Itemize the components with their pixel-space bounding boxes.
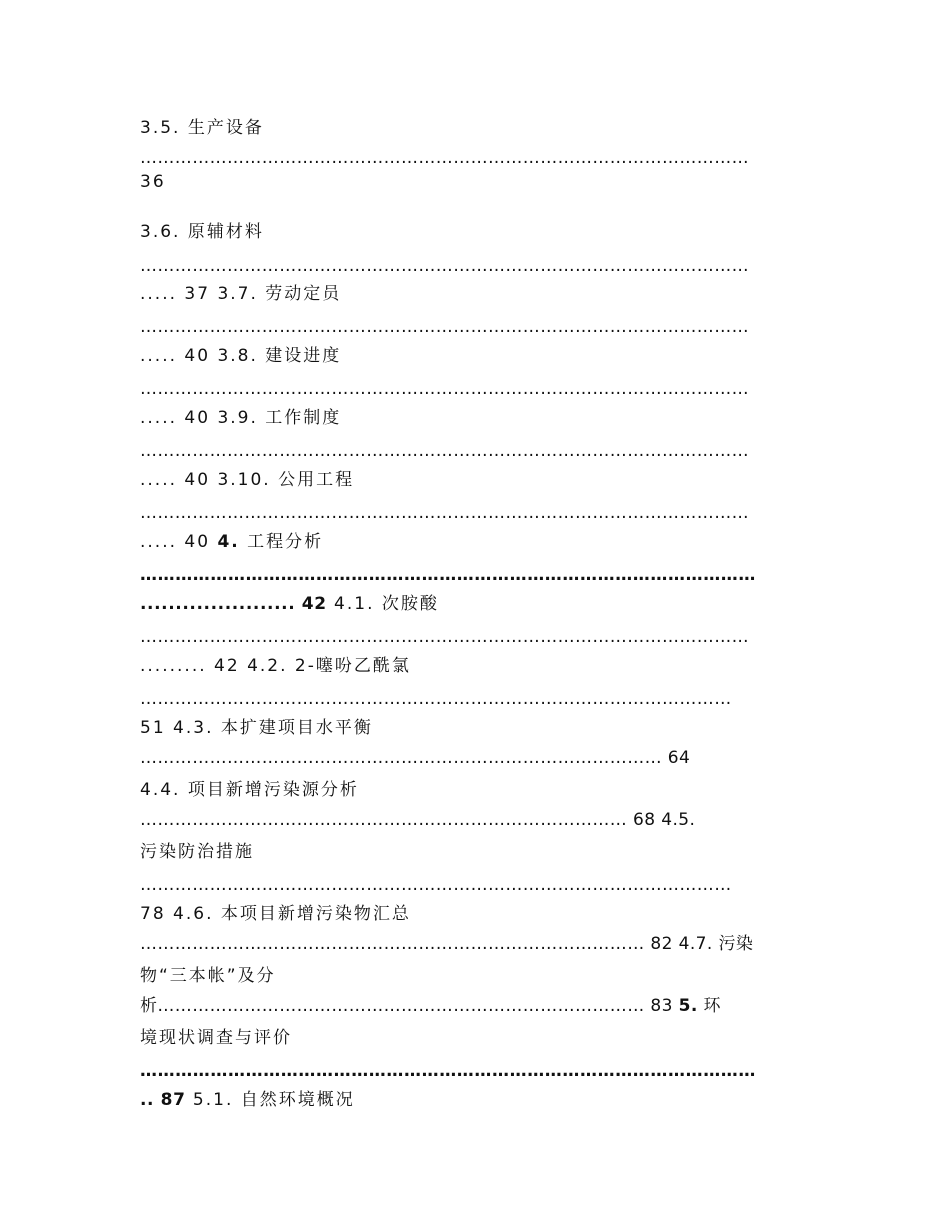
toc-leader: …………………………………………………………………………………………… [140,379,749,399]
toc-line: 境现状调查与评价 [140,1028,292,1048]
toc-line: ..... 40 3.8. 建设进度 [140,346,342,366]
toc-line: ......... 42 4.2. 2-噻吩乙酰氯 [140,656,411,676]
toc-leader: …………………………………………………………………………………………… [140,256,749,276]
toc-line: 51 4.3. 本扩建项目水平衡 [140,718,373,738]
toc-line: ..... 40 3.9. 工作制度 [140,408,342,428]
toc-leader: …………………………………………………………………………………………… [140,503,749,523]
toc-line: ..... 40 4. 工程分析 [140,532,324,552]
toc-line: 78 4.6. 本项目新增污染物汇总 [140,904,411,924]
toc-line: 3.5. 生产设备 [140,118,264,138]
toc-line: 污染防治措施 [140,842,254,862]
toc-page-number: 36 [140,172,166,192]
toc-leader: ………………………………………………………………………………………… [140,875,732,895]
toc-leader: ………………………………………………………………………… 68 4.5. [140,810,696,830]
toc-leader: …………………………………………………………………………………………… [140,441,749,461]
toc-leader: ………………………………………………………………………………………… [140,689,732,709]
toc-leader-bold: …………………………………………………………………………………………… [140,1061,756,1081]
toc-line: ...................... 42 4.1. 次胺酸 [140,594,439,614]
toc-leader: 析………………………………………………………………………… 83 5. 环 [140,996,721,1016]
toc-leader: …………………………………………………………………………… 82 4.7. 污染 [140,934,754,954]
toc-line: .. 87 5.1. 自然环境概况 [140,1090,355,1110]
toc-leader: ……………………………………………………………………………… 64 [140,748,691,768]
toc-leader: …………………………………………………………………………………………… [140,317,749,337]
toc-line: 4.4. 项目新增污染源分析 [140,780,359,800]
toc-line: 3.6. 原辅材料 [140,222,264,242]
toc-leader: …………………………………………………………………………………………… [140,627,749,647]
toc-line: ..... 37 3.7. 劳动定员 [140,284,342,304]
toc-line: ..... 40 3.10. 公用工程 [140,470,355,490]
toc-line: 物“三本帐”及分 [140,966,276,986]
toc-leader: …………………………………………………………………………………………… [140,148,749,168]
toc-leader-bold: …………………………………………………………………………………………… [140,565,756,585]
